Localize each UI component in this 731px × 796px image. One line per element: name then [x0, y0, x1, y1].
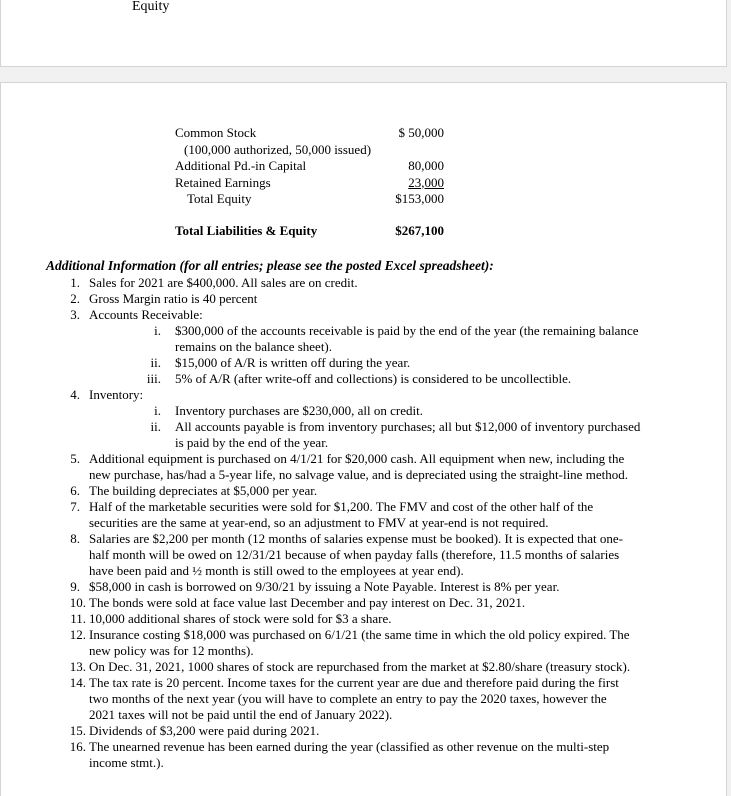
list-item	[0, 307, 731, 323]
bs-spacer	[175, 208, 450, 223]
list-item-text: Accounts Receivable:	[89, 307, 203, 322]
additional-info-list	[0, 275, 731, 771]
list-item-continuation	[0, 435, 731, 451]
list-item-number: 1.	[70, 275, 80, 290]
list-item	[0, 355, 731, 371]
list-item-text: $58,000 in cash is borrowed on 9/30/21 by issuing a Note Payable. Interest is 8% per year.	[89, 579, 560, 594]
list-item-number: 15.	[69, 723, 86, 738]
list-item-text: The unearned revenue has been earned during the year (classified as other revenue on the multi-step	[89, 739, 610, 754]
list-item-text: two months of the next year (you will have to complete an entry to pay the 2020 taxes, however the	[89, 691, 607, 706]
list-item-text: Insurance costing $18,000 was purchased on 6/1/21 (the same time in which the old policy expired. The	[89, 627, 630, 642]
balance-sheet	[175, 125, 450, 239]
list-item	[0, 451, 731, 467]
list-item-number: 10.	[69, 595, 86, 610]
equity-panel	[0, 0, 727, 67]
equity-heading: Equity	[132, 0, 170, 14]
list-item-continuation	[0, 339, 731, 355]
list-item	[0, 579, 731, 595]
list-item-number: 14.	[69, 675, 86, 690]
list-item	[0, 275, 731, 291]
list-item-text: On Dec. 31, 2021, 1000 shares of stock are repurchased from the market at $2.80/share (treasury stock).	[89, 659, 631, 674]
list-item-number: ii.	[150, 419, 161, 434]
list-item-number: 11.	[70, 611, 86, 626]
list-item-number: i.	[154, 403, 161, 418]
list-item-number: 3.	[70, 307, 80, 322]
list-item	[0, 595, 731, 611]
list-item-text: The tax rate is 20 percent. Income taxes for the current year are due and therefore paid during the first	[89, 675, 619, 690]
additional-info-heading: Additional Information (for all entries; please see the posted Excel spreadsheet):	[46, 258, 494, 273]
list-item-number: ii.	[150, 355, 161, 370]
list-item-continuation	[0, 691, 731, 707]
list-item-number: 5.	[70, 451, 80, 466]
list-item-text: is paid by the end of the year.	[175, 435, 329, 450]
list-item-text: All accounts payable is from inventory purchases; all but $12,000 of inventory purchased	[175, 419, 641, 434]
list-item-continuation	[0, 563, 731, 579]
list-item-number: iii.	[146, 371, 161, 386]
list-item-text: Sales for 2021 are $400,000. All sales are on credit.	[89, 275, 358, 290]
list-item-text: income stmt.).	[89, 755, 164, 770]
list-item-number: 4.	[70, 387, 80, 402]
list-item-text: 5% of A/R (after write-off and collections) is considered to be uncollectible.	[175, 371, 572, 386]
list-item	[0, 627, 731, 643]
list-item	[0, 403, 731, 419]
list-item-text: Inventory purchases are $230,000, all on credit.	[175, 403, 424, 418]
list-item-continuation	[0, 515, 731, 531]
list-item-text: Additional equipment is purchased on 4/1/21 for $20,000 cash. All equipment when new, including the	[89, 451, 625, 466]
list-item	[0, 723, 731, 739]
list-item-number: i.	[154, 323, 161, 338]
list-item-text: $300,000 of the accounts receivable is paid by the end of the year (the remaining balance	[175, 323, 639, 338]
list-item	[0, 739, 731, 755]
list-item-text: The building depreciates at $5,000 per year.	[89, 483, 318, 498]
list-item	[0, 531, 731, 547]
list-item-text: remains on the balance sheet).	[175, 339, 333, 354]
list-item-text: 2021 taxes will not be paid until the end of January 2022).	[89, 707, 393, 722]
list-item-text: Salaries are $2,200 per month (12 months of salaries expense must be booked). It is expected that one-	[89, 531, 623, 546]
list-item-text: 10,000 additional shares of stock were sold for $3 a share.	[89, 611, 392, 626]
list-item-text: The bonds were sold at face value last December and pay interest on Dec. 31, 2021.	[89, 595, 526, 610]
list-item-number: 6.	[70, 483, 80, 498]
list-item-continuation	[0, 547, 731, 563]
list-item-number: 13.	[69, 659, 86, 674]
list-item	[0, 659, 731, 675]
bs-row-total-equity: Total Equity $153,000	[187, 191, 444, 206]
bs-row-total-liab-equity: Total Liabilities & Equity $267,100	[175, 222, 444, 238]
list-item	[0, 483, 731, 499]
list-item	[0, 611, 731, 627]
list-item-text: securities are the same at year-end, so an adjustment to FMV at year-end is not required.	[89, 515, 549, 530]
bs-row-retained-earnings: Retained Earnings 23,000	[175, 174, 444, 190]
list-item	[0, 387, 731, 403]
list-item	[0, 371, 731, 387]
list-item-continuation	[0, 467, 731, 483]
list-item-text: Gross Margin ratio is 40 percent	[89, 291, 258, 306]
list-item-text: Dividends of $3,200 were paid during 2021.	[89, 723, 320, 738]
list-item	[0, 291, 731, 307]
list-item-text: new policy was for 12 months).	[89, 643, 254, 658]
list-item-text: new purchase, has/had a 5-year life, no salvage value, and is depreciated using the straight-line method.	[89, 467, 628, 482]
bs-row-common-stock: Common Stock $ 50,000	[175, 125, 444, 140]
list-item-number: 12.	[69, 627, 86, 642]
list-item-number: 16.	[69, 739, 86, 754]
bs-row-shares-note: (100,000 authorized, 50,000 issued)	[184, 141, 372, 157]
list-item	[0, 419, 731, 435]
list-item-text: Inventory:	[89, 387, 144, 402]
list-item-text: have been paid and ½ month is still owed to the employees at year end).	[89, 563, 464, 578]
list-item	[0, 499, 731, 515]
list-item-continuation	[0, 643, 731, 659]
bs-row-apic: Additional Pd.-in Capital 80,000	[175, 158, 444, 173]
list-item-text: $15,000 of A/R is written off during the year.	[175, 355, 411, 370]
list-item-number: 7.	[70, 499, 80, 514]
list-item-number: 9.	[70, 579, 80, 594]
list-item-number: 2.	[70, 291, 80, 306]
list-item	[0, 675, 731, 691]
list-item-continuation	[0, 755, 731, 771]
list-item-text: half month will be owed on 12/31/21 because of when payday falls (therefore, 11.5 months of salaries	[89, 547, 620, 562]
list-item-continuation	[0, 707, 731, 723]
list-item-number: 8.	[70, 531, 80, 546]
list-item	[0, 323, 731, 339]
list-item-text: Half of the marketable securities were sold for $1,200. The FMV and cost of the other half of the	[89, 499, 594, 514]
